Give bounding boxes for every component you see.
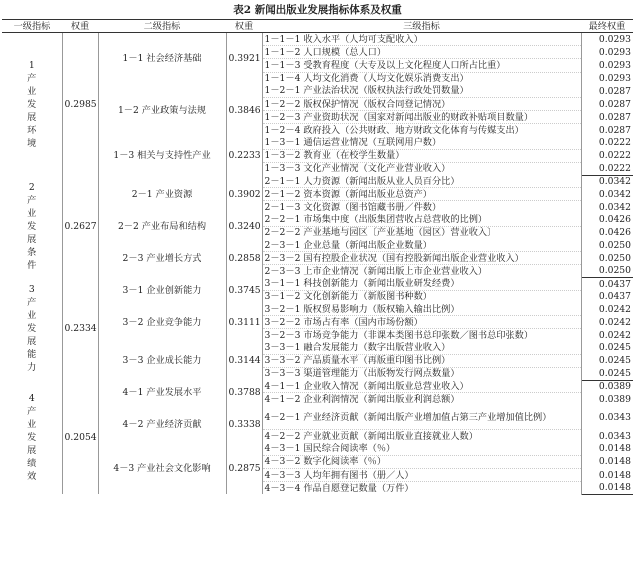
level2-weight: 0.3745 (226, 278, 262, 303)
final-weight: 0.0250 (581, 265, 633, 278)
level2-weight: 0.3144 (226, 342, 262, 381)
level3-indicator: 4－2－2 产业就业贡献（新闻出版业直接就业人数） (262, 430, 581, 443)
level3-indicator: 3－3－1 融合发展能力（数字出版营业收入） (262, 342, 581, 355)
header-level3: 三级指标 (262, 20, 581, 33)
header-level1: 一级指标 (2, 20, 62, 33)
final-weight: 0.0250 (598, 252, 631, 264)
level3-indicator: 2－1－1 人力资源（新闻出版从业人员百分比） (262, 175, 581, 188)
final-weight: 0.0342 (598, 176, 631, 188)
final-weight: 0.0245 (581, 367, 633, 380)
table-caption: 表2 新闻出版业发展指标体系及权重 (233, 4, 402, 16)
table-row (2, 278, 633, 291)
table-row (2, 33, 633, 46)
final-weight: 0.0287 (598, 85, 631, 97)
level1-weight: 0.2054 (62, 380, 98, 494)
level2-weight: 0.2233 (226, 137, 262, 176)
final-weight: 0.0242 (598, 329, 631, 341)
final-weight: 0.0287 (598, 111, 631, 123)
level3-indicator: 4－1－1 企业收入情况（新闻出版业总营业收入） (262, 380, 581, 393)
level2-indicator: 4－2 产业经济贡献 (98, 405, 226, 442)
level2-weight: 0.2858 (226, 239, 262, 278)
level1-name: 4 产 业 发 展 绩 效 (27, 392, 37, 482)
final-weight: 0.0437 (598, 278, 631, 290)
level3-indicator: 1－2－3 产业资助状况（国家对新闻出版业的财政补贴项目数量） (262, 111, 581, 124)
header-weight1: 权重 (62, 20, 98, 33)
level2-indicator: 3－1 企业创新能力 (98, 278, 226, 303)
final-weight: 0.0242 (598, 303, 631, 315)
level1-name: 3 产 业 发 展 能 力 (27, 284, 37, 374)
final-weight: 0.0293 (598, 72, 631, 84)
level2-weight: 0.3111 (226, 303, 262, 342)
final-weight: 0.0148 (598, 469, 631, 481)
level2-weight: 0.3902 (226, 175, 262, 214)
level3-indicator: 2－3－1 企业总量（新闻出版企业数量） (262, 239, 581, 252)
level3-indicator: 4－3－4 作品自愿登记数量（万件） (262, 482, 581, 495)
level2-indicator: 2－1 产业资源 (98, 175, 226, 214)
final-weight: 0.0287 (598, 124, 631, 136)
final-weight: 0.0222 (598, 137, 631, 149)
indicator-table (2, 19, 633, 495)
level3-indicator: 2－1－3 文化资源（图书馆藏书册／件数） (262, 201, 581, 214)
level2-weight: 0.2875 (226, 443, 262, 495)
level3-indicator: 3－3－3 渠道管理能力（出版物发行网点数量） (262, 367, 581, 380)
level3-indicator: 2－3－2 国有控股企业状况（国有控股新闻出版企业营业收入） (262, 252, 581, 265)
level3-indicator: 1－1－4 人均文化消费（人均文化娱乐消费支出） (262, 72, 581, 85)
final-weight: 0.0293 (598, 33, 631, 45)
level3-indicator: 4－2－1 产业经济贡献（新闻出版产业增加值占第三产业增加值比例） (262, 405, 581, 430)
level3-indicator: 2－3－3 上市企业情况（新闻出版上市企业营业收入） (262, 265, 581, 278)
level2-weight: 0.3921 (226, 33, 262, 85)
final-weight: 0.0426 (598, 227, 631, 239)
level1-indicator (2, 175, 62, 278)
level2-indicator: 1－1 社会经济基础 (98, 33, 226, 85)
level3-indicator: 2－1－2 资本资源（新闻出版业总资产） (262, 188, 581, 201)
level3-indicator: 1－1－2 人口规模（总人口） (262, 46, 581, 59)
level2-weight: 0.3788 (226, 380, 262, 405)
final-weight: 0.0437 (598, 291, 631, 303)
final-weight: 0.0293 (598, 59, 631, 71)
level3-indicator: 1－1－3 受教育程度（大专及以上文化程度人口所占比重） (262, 59, 581, 72)
final-weight: 0.0148 (598, 443, 631, 455)
level2-weight: 0.3240 (226, 214, 262, 239)
level3-indicator: 3－2－2 市场占有率（国内市场份额） (262, 316, 581, 329)
table-row (2, 380, 633, 393)
level2-indicator: 4－1 产业发展水平 (98, 380, 226, 405)
final-weight: 0.0389 (598, 381, 631, 393)
level3-indicator: 4－1－2 企业利润情况（新闻出版业利润总额） (262, 393, 581, 406)
header-final-weight: 最终权重 (581, 20, 633, 33)
level3-indicator: 3－3－2 产品质量水平（再版重印图书比例） (262, 354, 581, 367)
level1-indicator (2, 278, 62, 381)
level2-indicator: 3－3 企业成长能力 (98, 342, 226, 381)
level3-indicator: 4－3－3 人均年拥有图书（册／人） (262, 469, 581, 482)
level3-indicator: 1－2－4 政府投入（公共财政、地方财政文化体育与传媒支出） (262, 124, 581, 137)
level3-indicator: 2－2－1 市场集中度（出版集团营收占总营收的比例） (262, 214, 581, 227)
final-weight: 0.0245 (598, 355, 631, 367)
level3-indicator: 4－3－2 数字化阅读率（％） (262, 455, 581, 468)
level1-weight: 0.2334 (62, 278, 98, 381)
final-weight: 0.0242 (598, 316, 631, 328)
level1-indicator (2, 33, 62, 176)
header-weight2: 权重 (226, 20, 262, 33)
final-weight: 0.0342 (598, 201, 631, 213)
final-weight: 0.0148 (581, 482, 633, 495)
final-weight: 0.0293 (598, 46, 631, 58)
level3-indicator: 3－1－1 科技创新能力（新闻出版业研发经费） (262, 278, 581, 291)
level3-indicator: 4－3－1 国民综合阅读率（％） (262, 443, 581, 456)
final-weight: 0.0250 (598, 239, 631, 251)
level2-indicator: 4－3 产业社会文化影响 (98, 443, 226, 495)
level1-name: 2 产 业 发 展 条 件 (27, 181, 37, 271)
final-weight: 0.0148 (598, 456, 631, 468)
final-weight: 0.0222 (581, 162, 633, 175)
header-row (2, 20, 633, 33)
table-row (2, 175, 633, 188)
level3-indicator: 1－2－2 版权保护情况（版权合同登记情况） (262, 97, 581, 110)
header-level2: 二级指标 (98, 20, 226, 33)
table-body (2, 33, 633, 495)
level3-indicator: 1－3－3 文化产业情况（文化产业营业收入） (262, 162, 581, 175)
final-weight: 0.0287 (598, 98, 631, 110)
level1-indicator (2, 380, 62, 494)
level1-weight: 0.2627 (62, 175, 98, 278)
level3-indicator: 3－2－1 版权贸易影响力（版权输入输出比例） (262, 303, 581, 316)
level1-weight: 0.2985 (62, 33, 98, 176)
level3-indicator: 1－1－1 收入水平（人均可支配收入） (262, 33, 581, 46)
level2-indicator: 1－2 产业政策与法规 (98, 85, 226, 137)
final-weight: 0.0343 (598, 412, 631, 424)
final-weight: 0.0245 (598, 342, 631, 354)
level2-indicator: 2－2 产业布局和结构 (98, 214, 226, 239)
level3-indicator: 2－2－2 产业基地与园区〔产业基地（园区）营业收入〕 (262, 226, 581, 239)
level2-indicator: 3－2 企业竞争能力 (98, 303, 226, 342)
level3-indicator: 3－2－3 市场竞争能力（非课本类图书总印张数／图书总印张数） (262, 329, 581, 342)
level2-weight: 0.3846 (226, 85, 262, 137)
level2-weight: 0.3338 (226, 405, 262, 442)
final-weight: 0.0426 (598, 214, 631, 226)
final-weight: 0.0222 (598, 150, 631, 162)
level3-indicator: 1－3－1 通信运营业情况（互联网用户数） (262, 137, 581, 150)
level2-indicator: 2－3 产业增长方式 (98, 239, 226, 278)
level3-indicator: 1－3－2 教育业（在校学生数量） (262, 149, 581, 162)
final-weight: 0.0342 (598, 188, 631, 200)
level2-indicator: 1－3 相关与支持性产业 (98, 137, 226, 176)
level3-indicator: 1－2－1 产业法治状况（版权执法行政处罚数量） (262, 85, 581, 98)
final-weight: 0.0389 (598, 393, 631, 405)
final-weight: 0.0343 (598, 430, 631, 442)
level3-indicator: 3－1－2 文化创新能力（新版图书种数） (262, 290, 581, 303)
level1-name: 1 产 业 发 展 环 境 (27, 59, 37, 149)
